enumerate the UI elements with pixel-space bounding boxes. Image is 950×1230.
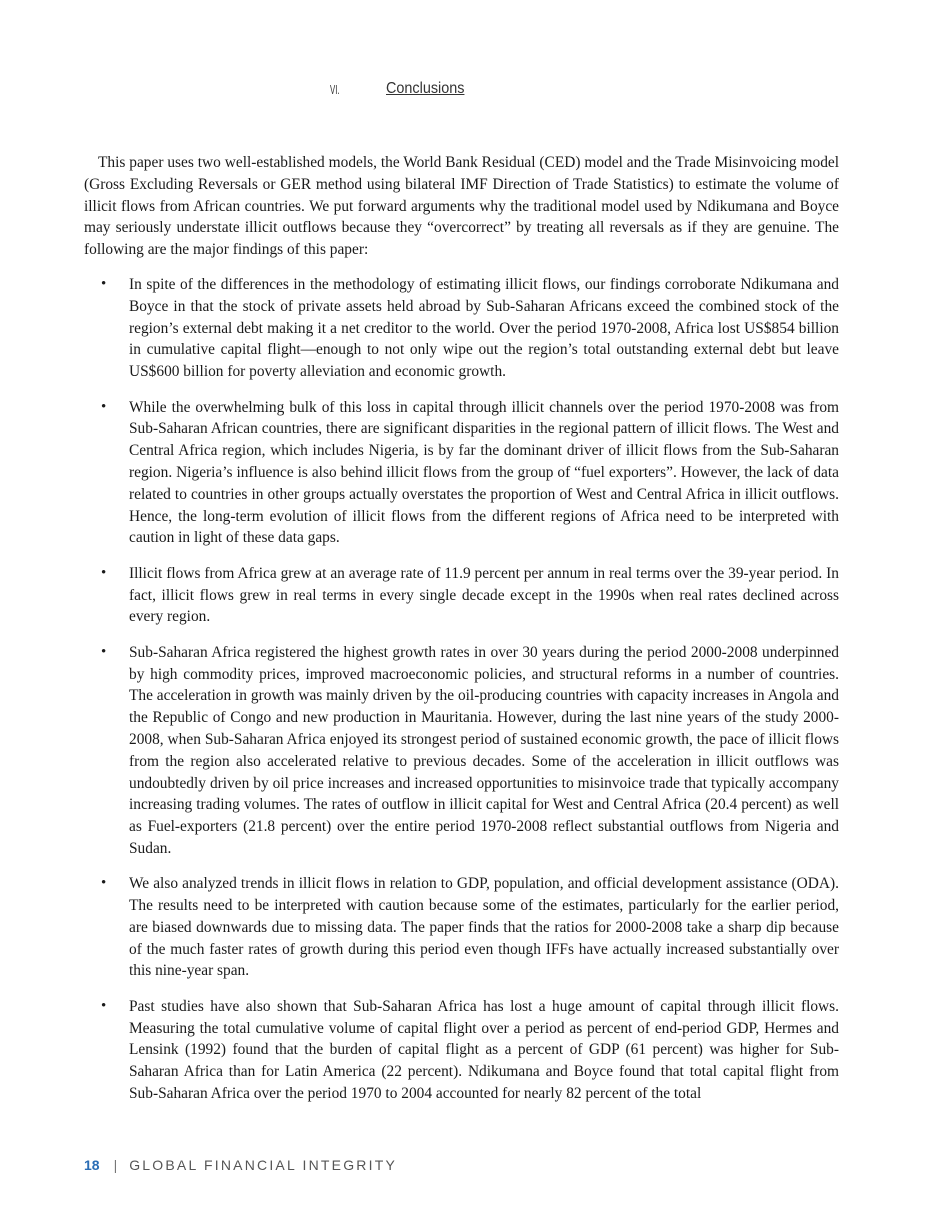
finding-item [84,563,839,628]
finding-text: While the overwhelming bulk of this loss in capital through illicit channels over the period 1970-2008 was from Sub-Saharan African countries, there are significant disparities in the regional pattern of illicit flows. The West and Central Africa region, which includes Nigeria, is by far the dominant driver of illicit flows from the Sub-Saharan region. Nigeria’s influence is also behind illicit flows from the group of “fuel exporters”. However, the lack of data related to countries in other groups actually overstates the proportion of West and Central Africa in illicit outflows. Hence, the long-term evolution of illicit flows from the different regions of Africa need to be interpreted with caution in light of these data gaps. [129,398,839,547]
finding-item [84,642,839,860]
footer-separator: | [113,1157,118,1173]
bullet-icon: • [101,643,107,660]
finding-text: Sub-Saharan Africa registered the highest growth rates in over 30 years during the period 2000-2008 underpinned by high commodity prices, improved macroeconomic policies, and structural reforms in a number of countries. The acceleration in growth was mainly driven by the oil-producing countries with capacity increases in Angola and the Republic of Congo and new production in Mauritania. However, during the last nine years of the study 2000-2008, when Sub-Saharan Africa enjoyed its strongest period of sustained economic growth, the pace of illicit flows from the region also accelerated relative to previous decades. Some of the acceleration in illicit outflows was undoubtedly driven by oil price increases and increased opportunities to misinvoice trade that typically accompany increasing trading volumes. The rates of outflow in illicit capital for West and Central Africa (20.4 percent) as well as Fuel-exporters (21.8 percent) over the entire period 1970-2008 reflect substantial outflows from Nigeria and Sudan. [129,643,839,857]
bullet-icon: • [101,875,107,892]
finding-item [84,397,839,550]
findings-list [84,274,839,1105]
publisher-name: GLOBAL FINANCIAL INTEGRITY [129,1157,397,1173]
section-number: VI. [330,82,340,97]
finding-text: Past studies have also shown that Sub-Saharan Africa has lost a huge amount of capital through illicit flows. Measuring the total cumulative volume of capital flight over a period as percent of end-period GDP, Hermes and Lensink (1992) found that the burden of capital flight as a percent of GDP (61 percent) was higher for Sub-Saharan Africa than for Latin America (22 percent). Ndikumana and Boyce found that total capital flight from Sub-Saharan Africa over the period 1970 to 2004 accounted for nearly 82 percent of the total [129,997,839,1103]
finding-text: Illicit flows from Africa grew at an average rate of 11.9 percent per annum in real terms over the 39-year period. In fact, illicit flows grew in real terms in every single decade except in the 1990s when real rates declined across every region. [129,564,839,626]
bullet-icon: • [101,564,107,581]
page-footer [84,1157,397,1173]
finding-text: In spite of the differences in the methodology of estimating illicit flows, our findings corroborate Ndikumana and Boyce in that the stock of private assets held abroad by Sub-Saharan Africans exceed the combined stock of the region’s external debt making it a net creditor to the world. Over the period 1970-2008, Africa lost US$854 billion in cumulative capital flight—enough to not only wipe out the region’s total outstanding external debt but leave US$600 billion for poverty alleviation and economic growth. [129,275,839,381]
section-title: Conclusions [386,80,465,97]
finding-item [84,996,839,1105]
intro-paragraph: This paper uses two well-established models, the World Bank Residual (CED) model and the Trade Misinvoicing model (Gross Excluding Reversals or GER method using bilateral IMF Direction of Trade Statistics) to estimate the volume of illicit flows from African countries. We put forward arguments why the traditional model used by Ndikumana and Boyce may seriously understate illicit outflows because they “overcorrect” by treating all reversals as if they are genuine. The following are the major findings of this paper: [84,154,839,259]
finding-text: We also analyzed trends in illicit flows in relation to GDP, population, and official development assistance (ODA). The results need to be interpreted with caution because some of the estimates, particularly for the earlier period, are biased downwards due to missing data. The paper finds that the ratios for 2000-2008 take a sharp dip because of the much faster rates of growth during this period even though IFFs have actually increased substantially over this nine-year span. [129,875,839,980]
bullet-icon: • [101,997,107,1014]
finding-item [84,873,839,982]
page-number: 18 [84,1157,100,1173]
finding-item [84,274,839,383]
bullet-icon: • [101,398,107,415]
section-heading [84,80,839,104]
bullet-icon: • [101,275,107,292]
document-body [84,152,839,1118]
